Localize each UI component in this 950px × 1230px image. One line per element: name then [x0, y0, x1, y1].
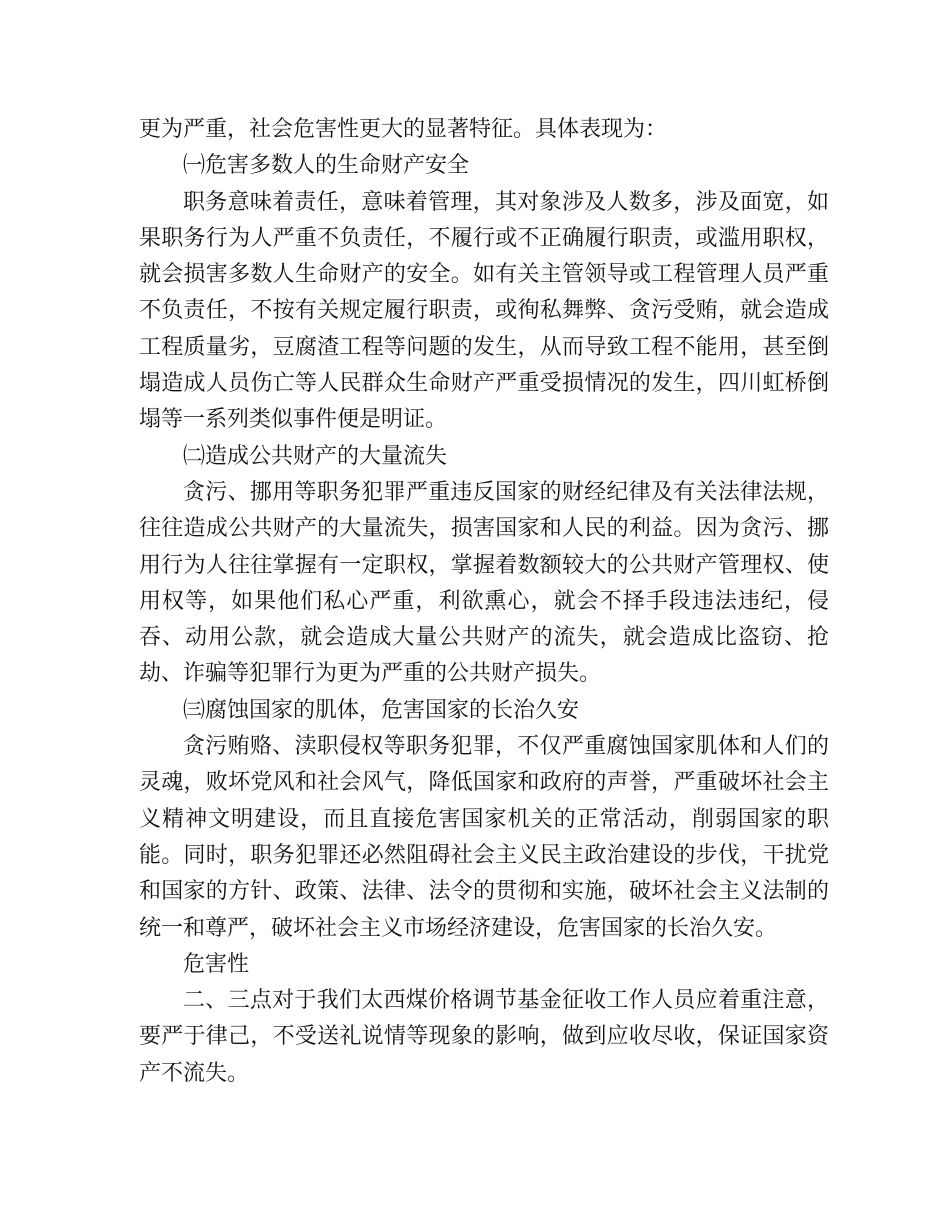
paragraph-section-2: 贪污、挪用等职务犯罪严重违反国家的财经纪律及有关法律法规，往往造成公共财产的大量流失，损害国家和人民的利益。因为贪污、挪用行为人往往掌握有一定职权，掌握着数额较大的公共财产管理权、使用权等，如果他们私心严重，利欲熏心，就会不择手段违法违纪，侵吞、动用公款，就会造成大量公共财产的流失，就会造成比盗窃、抢劫、诈骗等犯罪行为更为严重的公共财产损失。: [139, 479, 829, 687]
paragraph-closing: 二、三点对于我们太西煤价格调节基金征收工作人员应着重注意，要严于律己，不受送礼说情等现象的影响，做到应收尽收，保证国家资产不流失。: [139, 988, 829, 1086]
heading-section-3: ㈢腐蚀国家的肌体，危害国家的长治久安: [183, 697, 580, 723]
paragraph-section-1: 职务意味着责任，意味着管理，其对象涉及人数多，涉及面宽，如果职务行为人严重不负责任，不履行或不正确履行职责，或滥用职权，就会损害多数人生命财产的安全。如有关主管领导或工程管理人员严重不负责任，不按有关规定履行职责，或徇私舞弊、贪污受贿，就会造成工程质量劣，豆腐渣工程等问题的发生，从而导致工程不能用，甚至倒塌造成人员伤亡等人民群众生命财产严重受损情况的发生，四川虹桥倒塌等一系列类似事件便是明证。: [139, 189, 829, 433]
paragraph-section-3: 贪污贿赂、渎职侵权等职务犯罪，不仅严重腐蚀国家肌体和人们的灵魂，败坏党风和社会风气，降低国家和政府的声誉，严重破坏社会主义精神文明建设，而且直接危害国家机关的正常活动，削弱国家的职能。同时，职务犯罪还必然阻碍社会主义民主政治建设的步伐，干扰党和国家的方针、政策、法律、法令的贯彻和实施，破坏社会主义法制的统一和尊严，破坏社会主义市场经济建设，危害国家的长治久安。: [139, 734, 829, 941]
paragraph-continuation: 更为严重，社会危害性更大的显著特征。具体表现为：: [139, 117, 668, 142]
heading-section-2: ㈡造成公共财产的大量流失: [183, 443, 448, 469]
heading-harmfulness: 危害性: [183, 951, 250, 977]
document-body: [139, 112, 829, 1092]
heading-section-1: ㈠危害多数人的生命财产安全: [183, 153, 470, 179]
